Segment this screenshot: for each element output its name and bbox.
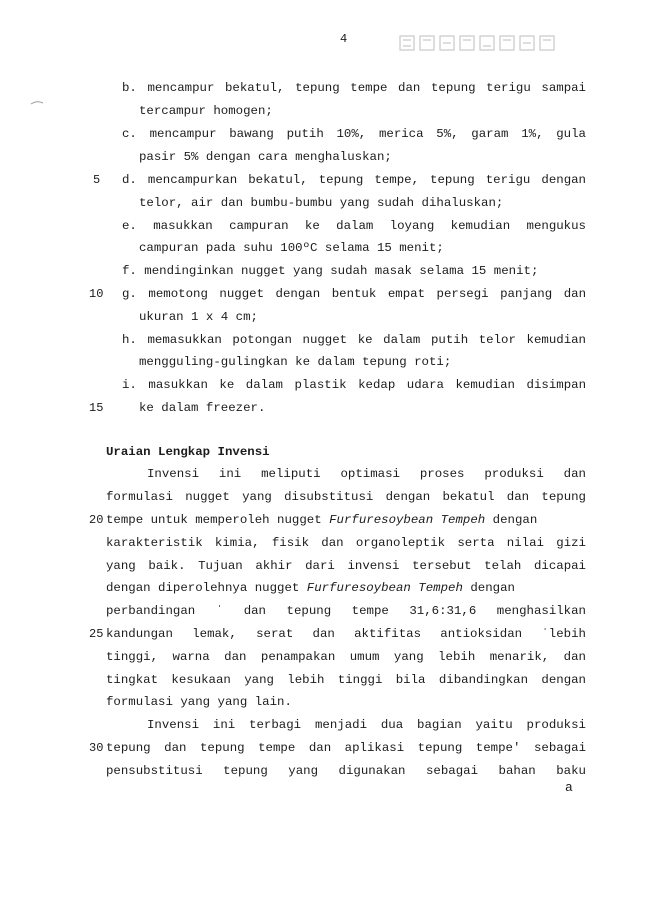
margin-line-number: 15 <box>89 401 104 415</box>
list-item-g-line1: g. memotong nugget dengan bentuk empat persegi panjang dan <box>122 287 586 301</box>
paragraph-1-text: tempe untuk memperoleh nugget <box>106 513 330 527</box>
list-item-c-line2: pasir 5% dengan cara menghaluskan; <box>139 150 392 164</box>
faded-stamp-mark <box>398 32 563 54</box>
paragraph-1-line: tingkat kesukaan yang lebih tinggi bila dibandingkan dengan <box>106 673 586 687</box>
paragraph-2-line: Invensi ini terbagi menjadi dua bagian yaitu produksi <box>147 718 586 732</box>
paragraph-1-line: karakteristik kimia, fisik dan organoleptik serta nilai gizi <box>106 536 586 550</box>
list-item-d-line1: d. mencampurkan bekatul, tepung tempe, tepung terigu dengan <box>122 173 586 187</box>
paragraph-1-line: perbandingan ˈ dan tepung tempe 31,6:31,6 menghasilkan <box>106 604 586 618</box>
product-name-italic: Furfuresoybean Tempeh <box>329 513 486 527</box>
list-item-i-line1: i. masukkan ke dalam plastik kedap udara kemudian disimpan <box>122 378 586 392</box>
margin-line-number: 10 <box>89 287 104 301</box>
paragraph-1-line: formulasi yang yang lain. <box>106 695 292 709</box>
list-item-e-line2: campuran pada suhu 100ºC selama 15 menit; <box>139 241 444 255</box>
list-item-h-line1: h. memasukkan potongan nugget ke dalam putih telor kemudian <box>122 333 586 347</box>
paragraph-1-text: dengan <box>462 581 515 595</box>
section-heading: Uraian Lengkap Invensi <box>106 445 270 459</box>
paragraph-1-text: dengan diperolehnya nugget <box>106 581 307 595</box>
list-item-i-line2: ke dalam freezer. <box>139 401 266 415</box>
margin-line-number: 30 <box>89 741 104 755</box>
product-name-italic: Furfuresoybean Tempeh <box>306 581 463 595</box>
margin-smudge-mark <box>30 100 44 106</box>
handwritten-mark: a <box>565 780 573 795</box>
paragraph-2-line: pensubstitusi tepung yang digunakan sebagai bahan baku <box>106 764 586 778</box>
paragraph-1-line: formulasi nugget yang disubstitusi dengan bekatul dan tepung <box>106 490 586 504</box>
list-item-h-line2: mengguling-gulingkan ke dalam tepung roti; <box>139 355 452 369</box>
margin-line-number: 25 <box>89 627 104 641</box>
list-item-f-line1: f. mendinginkan nugget yang sudah masak selama 15 menit; <box>122 264 539 278</box>
paragraph-1-line: kandungan lemak, serat dan aktifitas antioksidan ˈlebih <box>106 627 586 641</box>
list-item-b-line2: tercampur homogen; <box>139 104 273 118</box>
paragraph-2-line: tepung dan tepung tempe dan aplikasi tepung tempe' sebagai <box>106 741 586 755</box>
paragraph-1-line <box>106 512 586 528</box>
margin-line-number: 5 <box>93 173 101 187</box>
list-item-b-line1: b. mencampur bekatul, tepung tempe dan tepung terigu sampai <box>122 81 586 95</box>
list-item-d-line2: telor, air dan bumbu-bumbu yang sudah dihaluskan; <box>139 196 504 210</box>
list-item-e-line1: e. masukkan campuran ke dalam loyang kemudian mengukus <box>122 219 586 233</box>
paragraph-1-line <box>106 580 586 596</box>
paragraph-1-line: tinggi, warna dan penampakan umum yang lebih menarik, dan <box>106 650 586 664</box>
page-number: 4 <box>340 32 348 46</box>
list-item-c-line1: c. mencampur bawang putih 10%, merica 5%, garam 1%, gula <box>122 127 586 141</box>
paragraph-1-text: dengan <box>485 513 538 527</box>
margin-line-number: 20 <box>89 513 104 527</box>
paragraph-1-line: Invensi ini meliputi optimasi proses produksi dan <box>147 467 586 481</box>
paragraph-1-line: yang baik. Tujuan akhir dari invensi tersebut telah dicapai <box>106 559 586 573</box>
list-item-g-line2: ukuran 1 x 4 cm; <box>139 310 258 324</box>
